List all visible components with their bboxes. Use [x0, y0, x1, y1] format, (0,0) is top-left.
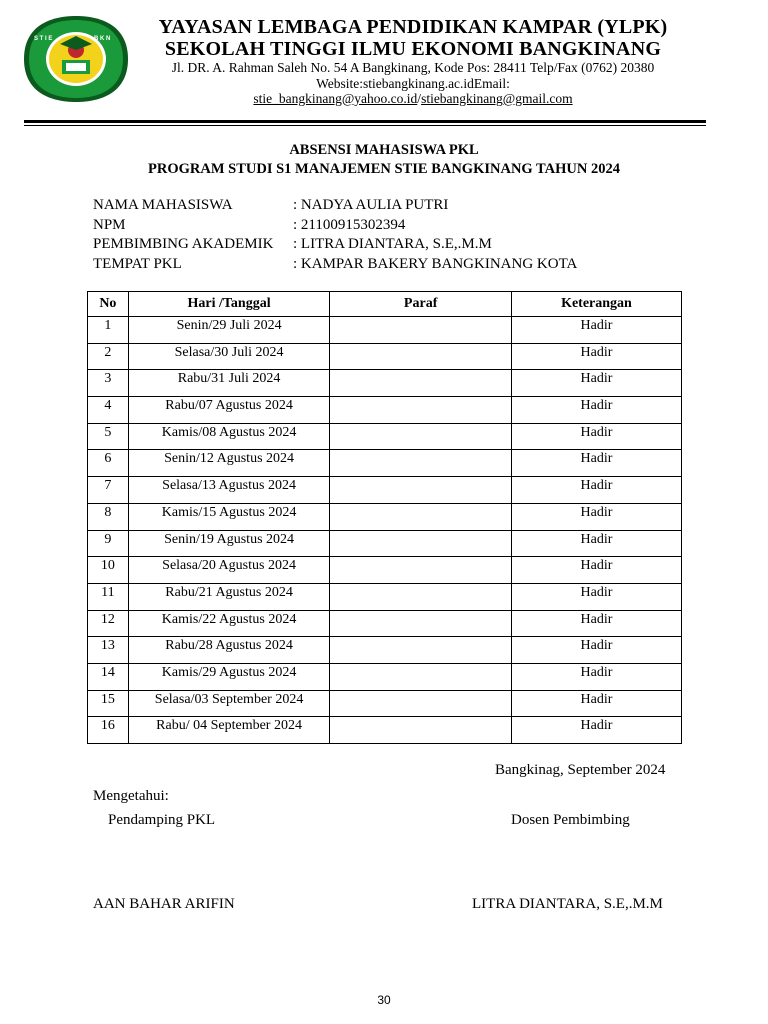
- cell-keterangan: Hadir: [511, 503, 681, 530]
- cell-no: 14: [88, 663, 129, 690]
- cell-date: Senin/12 Agustus 2024: [128, 450, 330, 477]
- cell-no: 6: [88, 450, 129, 477]
- cell-no: 2: [88, 343, 129, 370]
- cell-no: 16: [88, 717, 129, 744]
- place-date: Bangkinag, September 2024: [495, 762, 666, 778]
- cell-paraf: [330, 450, 512, 477]
- document-subtitle: PROGRAM STUDI S1 MANAJEMEN STIE BANGKINANG TAHUN 2024: [148, 161, 620, 177]
- table-row: [88, 370, 682, 397]
- cell-no: 8: [88, 503, 129, 530]
- cell-keterangan: Hadir: [511, 690, 681, 717]
- cell-paraf: [330, 477, 512, 504]
- cell-keterangan: Hadir: [511, 317, 681, 344]
- cell-date: Kamis/08 Agustus 2024: [128, 423, 330, 450]
- cell-paraf: [330, 690, 512, 717]
- cell-date: Rabu/ 04 September 2024: [128, 717, 330, 744]
- email-separator: /: [417, 91, 422, 106]
- cell-keterangan: Hadir: [511, 477, 681, 504]
- table-row: [88, 317, 682, 344]
- student-info: [93, 196, 577, 274]
- cell-no: 13: [88, 637, 129, 664]
- cell-date: Rabu/31 Juli 2024: [128, 370, 330, 397]
- table-row: [88, 530, 682, 557]
- cell-paraf: [330, 557, 512, 584]
- table-row: [88, 690, 682, 717]
- info-label: PEMBIMBING AKADEMIK: [93, 236, 274, 252]
- cell-paraf: [330, 317, 512, 344]
- lecturer-name: LITRA DIANTARA, S.E,.M.M: [472, 896, 663, 912]
- cell-keterangan: Hadir: [511, 343, 681, 370]
- table-row: [88, 343, 682, 370]
- table-row: [88, 557, 682, 584]
- header-keterangan: Keterangan: [511, 292, 681, 317]
- cell-date: Selasa/13 Agustus 2024: [128, 477, 330, 504]
- svg-text:S T I E: S T I E: [34, 36, 53, 42]
- cell-date: Kamis/15 Agustus 2024: [128, 503, 330, 530]
- cell-no: 1: [88, 317, 129, 344]
- page-number: 30: [377, 993, 391, 1007]
- cell-no: 15: [88, 690, 129, 717]
- cell-date: Selasa/30 Juli 2024: [128, 343, 330, 370]
- cell-keterangan: Hadir: [511, 717, 681, 744]
- cell-date: Selasa/03 September 2024: [128, 690, 330, 717]
- cell-keterangan: Hadir: [511, 663, 681, 690]
- cell-no: 5: [88, 423, 129, 450]
- cell-date: Rabu/28 Agustus 2024: [128, 637, 330, 664]
- cell-date: Selasa/20 Agustus 2024: [128, 557, 330, 584]
- info-label: NPM: [93, 216, 126, 233]
- header-rule-thick: [24, 120, 706, 123]
- cell-date: Senin/29 Juli 2024: [128, 317, 330, 344]
- cell-paraf: [330, 370, 512, 397]
- cell-paraf: [330, 637, 512, 664]
- table-header-row: [88, 292, 682, 317]
- header-date: Hari /Tanggal: [128, 292, 330, 317]
- info-value: : KAMPAR BAKERY BANGKINANG KOTA: [293, 255, 578, 272]
- cell-date: Rabu/07 Agustus 2024: [128, 397, 330, 424]
- header-no: No: [88, 292, 129, 317]
- info-label: TEMPAT PKL: [93, 255, 182, 272]
- info-row: [93, 235, 577, 255]
- table-row: [88, 610, 682, 637]
- cell-keterangan: Hadir: [511, 370, 681, 397]
- cell-date: Rabu/21 Agustus 2024: [128, 583, 330, 610]
- table-row: [88, 477, 682, 504]
- cell-paraf: [330, 717, 512, 744]
- cell-paraf: [330, 610, 512, 637]
- table-row: [88, 637, 682, 664]
- cell-no: 11: [88, 583, 129, 610]
- header-rule-thin: [24, 125, 706, 126]
- cell-date: Kamis/22 Agustus 2024: [128, 610, 330, 637]
- acknowledged-label: Mengetahui:: [93, 788, 169, 804]
- table-row: [88, 423, 682, 450]
- cell-paraf: [330, 397, 512, 424]
- cell-keterangan: Hadir: [511, 450, 681, 477]
- cell-keterangan: Hadir: [511, 637, 681, 664]
- cell-keterangan: Hadir: [511, 557, 681, 584]
- table-row: [88, 503, 682, 530]
- info-row: [93, 216, 577, 236]
- header-paraf: Paraf: [330, 292, 512, 317]
- cell-keterangan: Hadir: [511, 530, 681, 557]
- cell-no: 7: [88, 477, 129, 504]
- info-value: : NADYA AULIA PUTRI: [293, 197, 449, 213]
- email-link-gmail[interactable]: stiebangkinang@gmail.com: [421, 91, 573, 106]
- cell-keterangan: Hadir: [511, 610, 681, 637]
- table-row: [88, 663, 682, 690]
- table-row: [88, 450, 682, 477]
- address: Jl. DR. A. Rahman Saleh No. 54 A Bangkinang, Kode Pos: 28411 Telp/Fax (0762) 20380: [171, 60, 655, 75]
- cell-no: 9: [88, 530, 129, 557]
- cell-paraf: [330, 343, 512, 370]
- email-line: [140, 91, 686, 107]
- table-row: [88, 717, 682, 744]
- info-row: [93, 196, 577, 216]
- cell-paraf: [330, 583, 512, 610]
- cell-paraf: [330, 530, 512, 557]
- svg-text:B K N: B K N: [94, 36, 111, 42]
- cell-keterangan: Hadir: [511, 423, 681, 450]
- cell-no: 4: [88, 397, 129, 424]
- cell-paraf: [330, 503, 512, 530]
- supervisor-role: Pendamping PKL: [108, 812, 216, 828]
- info-row: [93, 255, 577, 275]
- cell-no: 12: [88, 610, 129, 637]
- cell-no: 10: [88, 557, 129, 584]
- cell-paraf: [330, 663, 512, 690]
- table-row: [88, 397, 682, 424]
- document-title: ABSENSI MAHASISWA PKL: [289, 142, 479, 158]
- attendance-table: [87, 291, 682, 744]
- letterhead: [140, 16, 686, 107]
- cell-keterangan: Hadir: [511, 397, 681, 424]
- table-row: [88, 583, 682, 610]
- cell-no: 3: [88, 370, 129, 397]
- email-link-yahoo[interactable]: stie_bangkinang@yahoo.co.id: [253, 91, 418, 106]
- cell-keterangan: Hadir: [511, 583, 681, 610]
- cell-paraf: [330, 423, 512, 450]
- college-name: SEKOLAH TINGGI ILMU EKONOMI BANGKINANG: [164, 38, 662, 60]
- table-body: [88, 317, 682, 744]
- website: Website:stiebangkinang.ac.idEmail:: [316, 75, 510, 91]
- lecturer-role: Dosen Pembimbing: [511, 812, 630, 828]
- foundation-name: YAYASAN LEMBAGA PENDIDIKAN KAMPAR (YLPK): [158, 16, 668, 38]
- supervisor-name: AAN BAHAR ARIFIN: [93, 896, 235, 912]
- info-label: NAMA MAHASISWA: [93, 197, 233, 213]
- cell-date: Kamis/29 Agustus 2024: [128, 663, 330, 690]
- info-value: : LITRA DIANTARA, S.E,.M.M: [293, 236, 492, 252]
- info-value: : 21100915302394: [293, 216, 406, 233]
- institution-logo: [22, 14, 130, 104]
- cell-date: Senin/19 Agustus 2024: [128, 530, 330, 557]
